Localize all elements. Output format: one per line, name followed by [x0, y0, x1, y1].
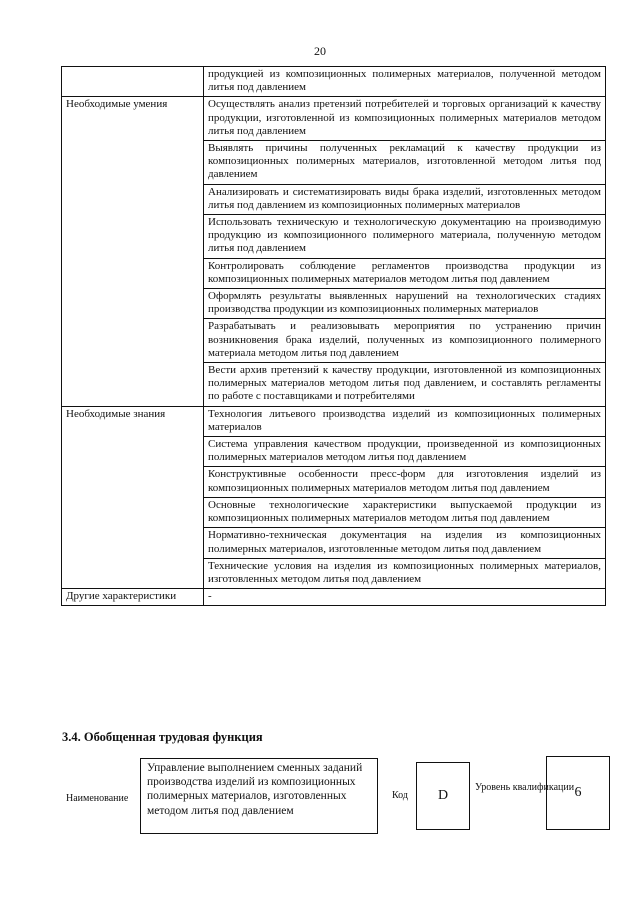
row-description: Осуществлять анализ претензий потребителей и торговых организаций к качеству продукции, изготовленной из композиционных полимерных материалов методом литья под давлением — [204, 97, 606, 141]
qualification-level-box: 6 — [546, 756, 610, 830]
row-description: - — [204, 589, 606, 606]
requirements-table-body — [62, 67, 606, 606]
row-description: Система управления качеством продукции, произведенной из композиционных полимерных материалов методом литья под давлением — [204, 437, 606, 467]
name-value-box: Управление выполнением сменных заданий производства изделий из композиционных полимерных материалов, изготовленных методом литья под давлением — [140, 758, 378, 834]
section-title: 3.4. Обобщенная трудовая функция — [62, 730, 263, 744]
row-group-label — [62, 67, 204, 97]
table-row — [62, 589, 606, 606]
row-description: Анализировать и систематизировать виды брака изделий, изготовленных методом литья под давлением из композиционных полимерных материалов — [204, 184, 606, 214]
row-description: Контролировать соблюдение регламентов производства продукции из композиционных полимерных материалов методом литья под давлением — [204, 258, 606, 288]
row-description: Технические условия на изделия из композиционных полимерных материалов, изготовленных методом литья под давлением — [204, 558, 606, 588]
row-description: Вести архив претензий к качеству продукции, изготовленной из композиционных полимерных материалов методом литья под давлением, и составлять регламенты по работе с поставщиками и потребителями — [204, 363, 606, 407]
row-description: Оформлять результаты выявленных нарушений на технологических стадиях производства продукции из композиционных полимерных материалов — [204, 289, 606, 319]
row-group-label: Другие характеристики — [62, 589, 204, 606]
requirements-table — [61, 66, 606, 606]
row-description: Разрабатывать и реализовывать мероприятия по устранению причин возникновения брака изделий, полученных из композиционного полимерного материала методом литья под давлением — [204, 319, 606, 363]
table-row — [62, 97, 606, 141]
row-description: продукцией из композиционных полимерных материалов, полученной методом литья под давлением — [204, 67, 606, 97]
name-label: Наименование — [66, 793, 129, 804]
code-value-box: D — [416, 762, 470, 830]
page-number: 20 — [314, 44, 326, 58]
qualification-level-label-text: Уровень квалификации — [475, 782, 575, 793]
row-description: Выявлять причины полученных рекламаций к качеству продукции из композиционных полимерных материалов, изготовленной методом литья под давлением — [204, 141, 606, 185]
code-label: Код — [392, 790, 408, 801]
row-description: Использовать техническую и технологическую документацию на производимую продукцию из композиционного полимерного материала, полученную методом литья под давлением — [204, 215, 606, 259]
table-row — [62, 406, 606, 436]
table-row — [62, 67, 606, 97]
row-description: Основные технологические характеристики выпускаемой продукции из композиционных полимерных материалов методом литья под давлением — [204, 497, 606, 527]
row-description: Нормативно-техническая документация на изделия из композиционных полимерных материалов, изготовленные методом литья под давлением — [204, 528, 606, 558]
row-group-label: Необходимые знания — [62, 406, 204, 588]
row-description: Конструктивные особенности пресс-форм для изготовления изделий из композиционных полимерных материалов методом литья под давлением — [204, 467, 606, 497]
row-group-label: Необходимые умения — [62, 97, 204, 406]
row-description: Технология литьевого производства изделий из композиционных полимерных материалов — [204, 406, 606, 436]
